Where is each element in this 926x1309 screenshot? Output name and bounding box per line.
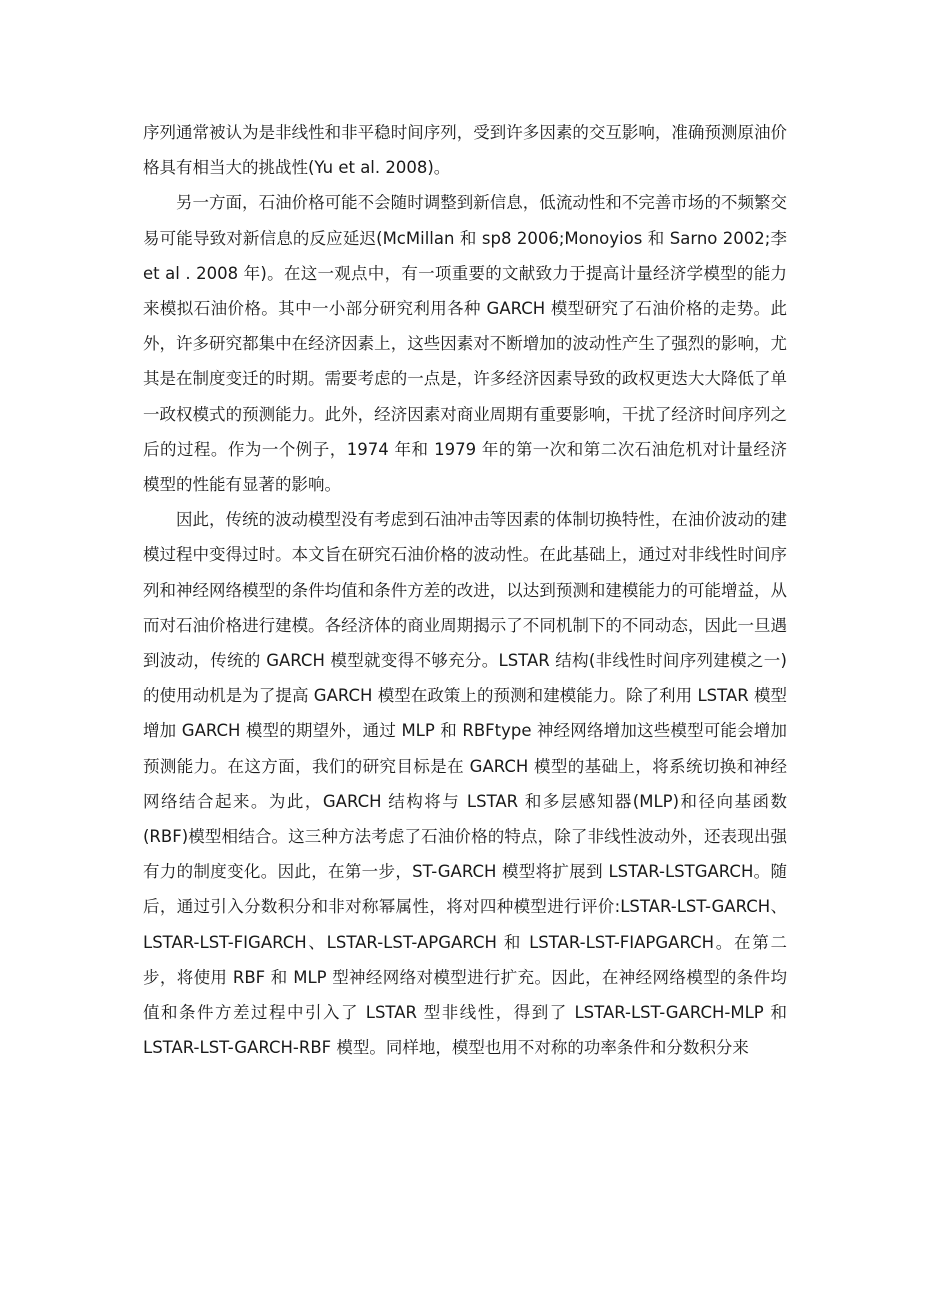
paragraph-1: 序列通常被认为是非线性和非平稳时间序列，受到许多因素的交互影响，准确预测原油价格具有相当大的挑战性(Yu et al. 2008)。 (143, 123, 787, 178)
paragraph-2: 另一方面，石油价格可能不会随时调整到新信息，低流动性和不完善市场的不频繁交易可能导致对新信息的反应延迟(McMillan 和 sp8 2006;Monoyios 和 Sarno 2002;李 et al . 2008 年)。在这一观点中，有一项重要的文献致力于提高计量经济学模型的能力来模拟石油价格。其中一小部分研究利用各种 GARCH 模型研究了石油价格的走势。此外，许多研究都集中在经济因素上，这些因素对不断增加的波动性产生了强烈的影响，尤其是在制度变迁的时期。需要考虑的一点是，许多经济因素导致的政权更迭大大降低了单一政权模式的预测能力。此外，经济因素对商业周期有重要影响，干扰了经济时间序列之后的过程。作为一个例子，1974 年和 1979 年的第一次和第二次石油危机对计量经济模型的性能有显著的影响。 (143, 193, 787, 495)
body-text (143, 115, 787, 1065)
paragraph-3: 因此，传统的波动模型没有考虑到石油冲击等因素的体制切换特性，在油价波动的建模过程中变得过时。本文旨在研究石油价格的波动性。在此基础上，通过对非线性时间序列和神经网络模型的条件均值和条件方差的改进，以达到预测和建模能力的可能增益，从而对石油价格进行建模。各经济体的商业周期揭示了不同机制下的不同动态，因此一旦遇到波动，传统的 GARCH 模型就变得不够充分。LSTAR 结构(非线性时间序列建模之一)的使用动机是为了提高 GARCH 模型在政策上的预测和建模能力。除了利用 LSTAR 模型增加 GARCH 模型的期望外，通过 MLP 和 RBFtype 神经网络增加这些模型可能会增加预测能力。在这方面，我们的研究目标是在 GARCH 模型的基础上，将系统切换和神经网络结合起来。为此，GARCH 结构将与 LSTAR 和多层感知器(MLP)和径向基函数(RBF)模型相结合。这三种方法考虑了石油价格的特点，除了非线性波动外，还表现出强有力的制度变化。因此，在第一步，ST-GARCH 模型将扩展到 LSTAR-LSTGARCH。随后，通过引入分数积分和非对称幂属性，将对四种模型进行评价:LSTAR-LST-GARCH、LSTAR-LST-FIGARCH、LSTAR-LST-APGARCH 和 LSTAR-LST-FIAPGARCH。在第二步，将使用 RBF 和 MLP 型神经网络对模型进行扩充。因此，在神经网络模型的条件均值和条件方差过程中引入了 LSTAR 型非线性，得到了 LSTAR-LST-GARCH-MLP 和 LSTAR-LST-GARCH-RBF 模型。同样地，模型也用不对称的功率条件和分数积分来 (143, 510, 787, 1058)
